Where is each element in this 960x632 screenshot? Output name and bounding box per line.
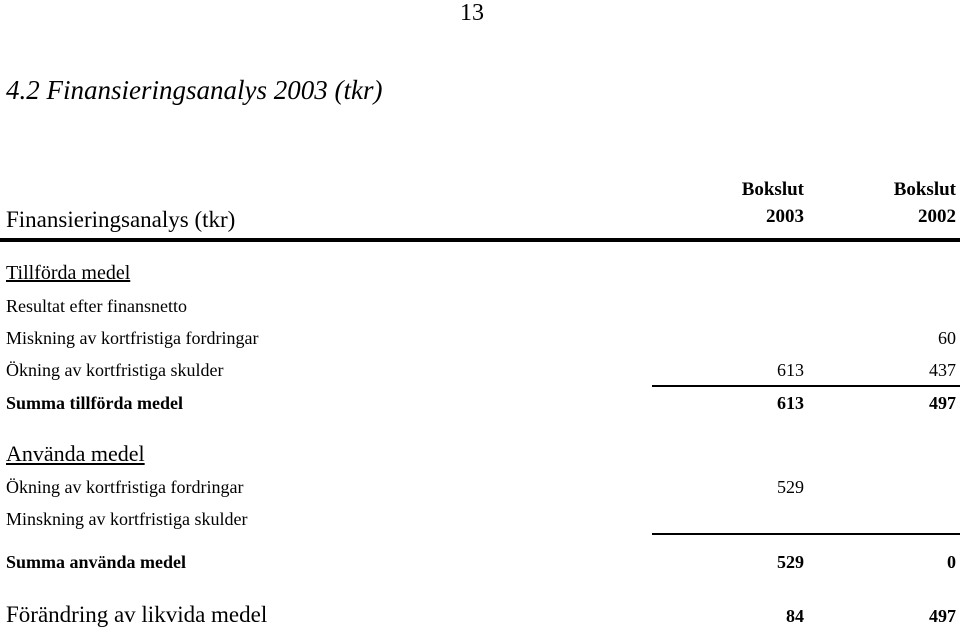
col-header-2002-year: 2002 [918,206,956,227]
page-number: 13 [460,0,484,26]
sum-label-tillforda: Summa tillförda medel [6,393,183,413]
header-rule [0,238,960,242]
sum-rule-tillforda [652,385,960,387]
sum-value-2003: 613 [777,393,804,413]
section-heading: 4.2 Finansieringsanalys 2003 (tkr) [6,75,383,105]
row-label: Ökning av kortfristiga skulder [6,360,224,380]
sum-value-2002: 497 [929,393,956,413]
group-heading-tillforda: Tillförda medel [6,262,131,284]
row-value-2003: 529 [777,477,804,497]
col-header-2003-label: Bokslut [741,179,804,200]
sum-value-2003: 529 [777,552,804,572]
row-label: Minskning av kortfristiga skulder [6,509,248,529]
row-label: Resultat efter finansnetto [6,296,187,316]
group-heading-anvanda: Använda medel [6,441,145,466]
col-header-2003-year: 2003 [766,206,804,227]
change-label: Förändring av likvida medel [6,602,268,627]
sum-label-anvanda: Summa använda medel [6,552,187,572]
change-value-2003: 84 [786,606,804,626]
table-title: Finansieringsanalys (tkr) [6,207,236,232]
sum-value-2002: 0 [947,552,956,572]
row-value-2002: 437 [929,360,956,380]
col-header-2002-label: Bokslut [893,179,956,200]
row-value-2002: 60 [938,328,956,348]
row-label: Ökning av kortfristiga fordringar [6,477,244,497]
row-label: Miskning av kortfristiga fordringar [6,328,259,348]
row-value-2003: 613 [777,360,804,380]
sum-rule-anvanda [652,533,960,535]
change-value-2002: 497 [929,606,956,626]
